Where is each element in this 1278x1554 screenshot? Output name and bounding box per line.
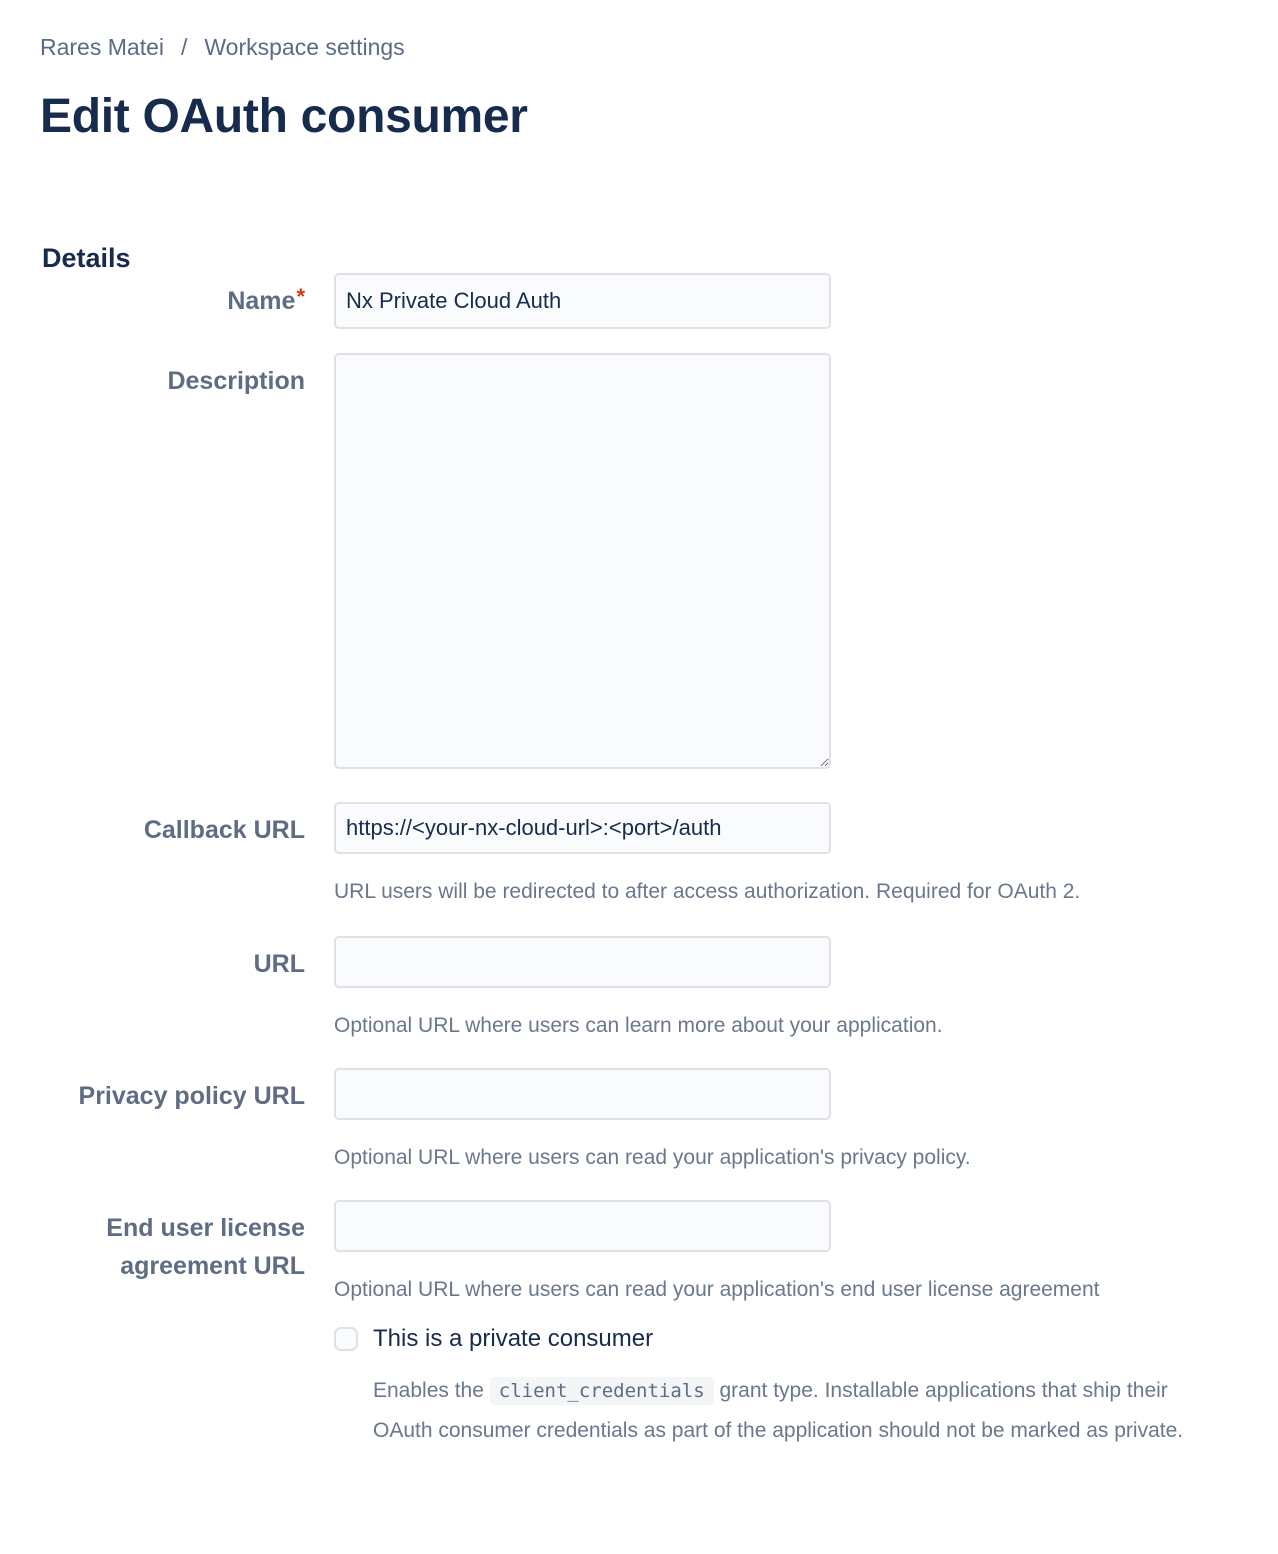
privacy-policy-url-field-row xyxy=(40,1068,1238,1170)
name-field-row xyxy=(40,273,1238,329)
callback-url-help: URL users will be redirected to after access authorization. Required for OAuth 2. xyxy=(334,880,1081,903)
breadcrumb-separator: / xyxy=(180,34,188,60)
privacy-policy-url-label: Privacy policy URL xyxy=(78,1082,305,1110)
breadcrumb xyxy=(40,33,1238,61)
privacy-policy-url-input[interactable] xyxy=(334,1068,831,1120)
name-input[interactable] xyxy=(334,273,831,329)
oauth-consumer-form xyxy=(40,243,1238,1451)
url-label: URL xyxy=(253,950,305,978)
private-consumer-label[interactable]: This is a private consumer xyxy=(373,1325,654,1352)
callback-url-input[interactable] xyxy=(334,802,831,854)
privacy-policy-url-help: Optional URL where users can read your application's privacy policy. xyxy=(334,1146,971,1169)
callback-url-label: Callback URL xyxy=(143,816,305,844)
page-title: Edit OAuth consumer xyxy=(40,90,528,143)
eula-url-field-row xyxy=(40,1200,1238,1302)
description-field-row xyxy=(40,353,1238,769)
eula-url-input[interactable] xyxy=(334,1200,831,1252)
private-consumer-checkbox-row xyxy=(334,1325,1238,1353)
description-textarea[interactable] xyxy=(334,353,831,769)
breadcrumb-workspace-settings-link[interactable]: Workspace settings xyxy=(204,34,405,60)
callback-url-field-row xyxy=(40,802,1238,904)
client-credentials-code-chip: client_credentials xyxy=(490,1377,714,1405)
url-help: Optional URL where users can learn more about your application. xyxy=(334,1014,943,1037)
private-consumer-checkbox[interactable] xyxy=(334,1327,358,1351)
url-field-row xyxy=(40,936,1238,1038)
breadcrumb-workspace-link[interactable]: Rares Matei xyxy=(40,34,164,60)
description-label: Description xyxy=(167,367,305,395)
details-section-heading: Details xyxy=(42,243,131,273)
name-label: Name* xyxy=(227,284,305,315)
required-asterisk: * xyxy=(296,284,305,309)
eula-url-label: End user license agreement URL xyxy=(106,1214,305,1280)
private-consumer-help: Enables the client_credentials grant type. Installable applications that ship their OAuth consumer credentials as part of the application should not be marked as private. xyxy=(373,1379,1184,1442)
private-consumer-field-row xyxy=(40,1325,1238,1451)
eula-url-help: Optional URL where users can read your application's end user license agreement xyxy=(334,1278,1100,1301)
url-input[interactable] xyxy=(334,936,831,988)
